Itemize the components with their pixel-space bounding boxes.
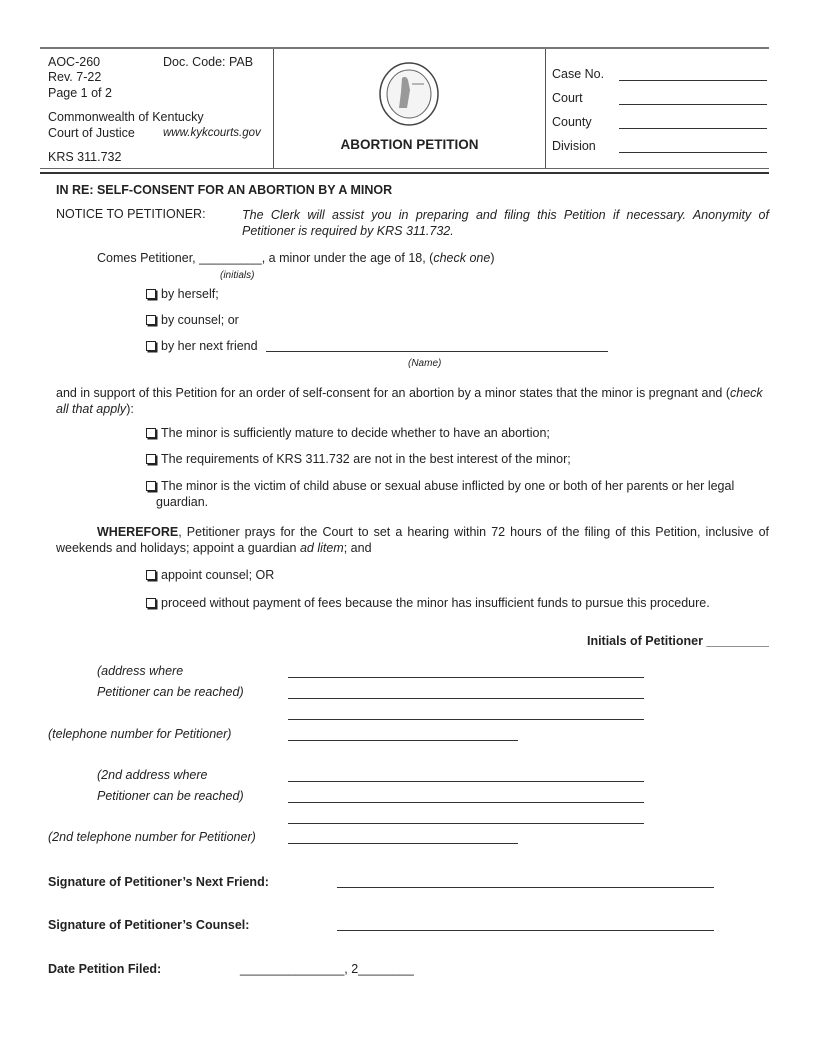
ad-litem: ad litem: [299, 541, 344, 555]
comes-text: Comes Petitioner, _________, a minor under the age of 18, (: [97, 251, 434, 265]
initials-of-petitioner[interactable]: Initials of Petitioner _________: [586, 634, 769, 648]
wherefore: WHEREFORE: [97, 525, 179, 539]
condition-best-interest[interactable]: [146, 452, 571, 467]
date-filed-label: Date Petition Filed:: [48, 962, 162, 976]
checkbox[interactable]: [146, 315, 156, 325]
address-2-field[interactable]: [288, 823, 644, 824]
date-filed-field[interactable]: _______________, 2________: [240, 962, 414, 976]
checkbox[interactable]: [146, 454, 156, 464]
court-seal-icon: [378, 62, 440, 126]
check-all-hint: check all that apply: [56, 386, 763, 416]
wherefore-paragraph: [56, 524, 769, 556]
header-bottom-rule: [40, 168, 769, 169]
check-one-hint: check one: [433, 251, 491, 265]
address-2-field[interactable]: [288, 802, 644, 803]
checkbox[interactable]: [146, 428, 156, 438]
telephone-label: (telephone number for Petitioner): [48, 727, 232, 741]
option-by-herself[interactable]: [146, 287, 219, 302]
court-of-justice: Court of Justice: [48, 126, 135, 140]
case-no-label: Case No.: [552, 67, 605, 81]
condition-label: The minor is the victim of child abuse or sexual abuse inflicted by one or both of her parents or her legal guardian.: [156, 479, 735, 509]
telephone-2-field[interactable]: [288, 843, 518, 844]
checkbox[interactable]: [146, 570, 156, 580]
next-friend-signature-label: Signature of Petitioner’s Next Friend:: [48, 875, 269, 889]
commonwealth: Commonwealth of Kentucky: [48, 110, 204, 124]
condition-mature[interactable]: [146, 426, 550, 441]
comes-petitioner: [97, 251, 494, 266]
in-re-heading: IN RE: SELF-CONSENT FOR AN ABORTION BY A MINOR: [56, 183, 393, 197]
address-2-field[interactable]: [288, 781, 644, 782]
telephone-2-label: (2nd telephone number for Petitioner): [48, 830, 256, 844]
address-label-line: Petitioner can be reached): [97, 685, 244, 699]
wherefore-end: ; and: [343, 541, 372, 555]
checkbox[interactable]: [146, 481, 156, 491]
address-field[interactable]: [288, 719, 644, 720]
website-link[interactable]: www.kykcourts.gov: [163, 127, 261, 139]
case-no-field[interactable]: [619, 80, 767, 81]
condition-abuse[interactable]: [146, 478, 780, 510]
division-label: Division: [552, 139, 596, 153]
address-field[interactable]: [288, 698, 644, 699]
option-by-next-friend[interactable]: [146, 339, 258, 354]
checkbox[interactable]: [146, 598, 156, 608]
county-label: County: [552, 115, 592, 129]
checkbox[interactable]: [146, 289, 156, 299]
checkbox[interactable]: [146, 341, 156, 351]
name-hint: (Name): [408, 358, 442, 369]
option-label: by herself;: [161, 287, 219, 301]
telephone-field[interactable]: [288, 740, 518, 741]
address-field[interactable]: [288, 677, 644, 678]
next-friend-name-field[interactable]: [266, 351, 608, 352]
notice-text: The Clerk will assist you in preparing and filing this Petition if necessary. Anonymity of Petitioner is required by KRS 311.732.: [242, 208, 769, 238]
request-no-fees[interactable]: [146, 596, 710, 611]
form-title: ABORTION PETITION: [340, 137, 479, 152]
notice-label: NOTICE TO PETITIONER:: [56, 207, 206, 221]
support-paragraph: [56, 385, 769, 417]
paren: ):: [126, 402, 134, 416]
statute: KRS 311.732: [48, 150, 122, 164]
county-field[interactable]: [619, 128, 767, 129]
wherefore-text: , Petitioner prays for the Court to set a hearing within 72 hours of the filing of this Petition, inclusive of weekends and holidays; appoint a guardian: [56, 525, 769, 555]
counsel-signature-field[interactable]: [337, 930, 714, 931]
court-label: Court: [552, 91, 583, 105]
header-divider: [545, 49, 546, 168]
revision: Rev. 7-22: [48, 70, 102, 84]
address-label-line: (address where: [97, 664, 184, 678]
request-label: proceed without payment of fees because the minor has insufficient funds to pursue this procedure.: [161, 596, 710, 610]
address-2-label: (2nd address where: [97, 768, 208, 782]
header-top-rule: [40, 47, 769, 49]
paren: ): [490, 251, 495, 265]
condition-label: The minor is sufficiently mature to decide whether to have an abortion;: [161, 426, 550, 440]
option-by-counsel[interactable]: [146, 313, 239, 328]
counsel-signature-label: Signature of Petitioner’s Counsel:: [48, 918, 250, 932]
court-field[interactable]: [619, 104, 767, 105]
request-appoint-counsel[interactable]: [146, 568, 274, 583]
option-label: by counsel; or: [161, 313, 239, 327]
address-2-label-line: Petitioner can be reached): [97, 789, 244, 803]
condition-label: The requirements of KRS 311.732 are not in the best interest of the minor;: [161, 452, 571, 466]
page-number: Page 1 of 2: [48, 86, 112, 100]
header-bottom-rule: [40, 172, 769, 174]
request-label: appoint counsel; OR: [161, 568, 275, 582]
division-field[interactable]: [619, 152, 767, 153]
option-label: by her next friend: [161, 339, 258, 353]
support-text: and in support of this Petition for an order of self-consent for an abortion by a minor states that the minor is pregnant and (: [56, 386, 730, 400]
initials-hint: (initials): [220, 270, 255, 281]
doc-code: Doc. Code: PAB: [163, 55, 254, 69]
form-number: AOC-260: [48, 55, 101, 69]
next-friend-signature-field[interactable]: [337, 887, 714, 888]
